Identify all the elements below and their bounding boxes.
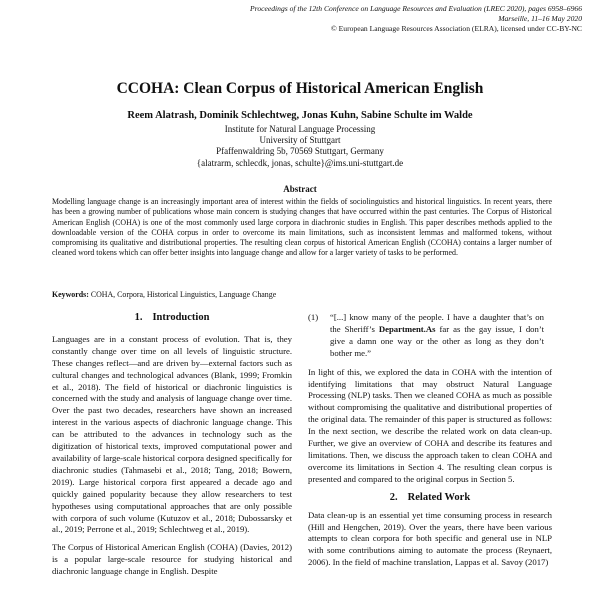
- left-column: [52, 312, 292, 584]
- introduction-paragraph-1: Languages are in a constant process of evolution. That is, they constantly change over time on all levels of linguistic structure. These changes reflect—and are driven by—external factors such as cultural changes and technological advances (Blank, 1999; Fromkin et al., 2018). The field of historical or diachronic linguistics is concerned with the study and analysis of language change over time. Over the past two decades, researchers have shown an increased interest in the various aspects of diachronic language change. This can be attributed to the advances in technology such as the digitization of historical texts, improved computational power and availability of large-scale historical corpora designed specifically for diachronic studies (Tahmasebi et al., 2018; Tang, 2018; Bowern, 2019). Large historical corpora first appeared a decade ago and quickly gained popularity because they allow researchers to test hypotheses using computational approaches that are only possible with corpora of such volume (Kutuzov et al., 2018; Dubossarsky et al., 2019; Perrone et al., 2019; Schlechtweg et al., 2019).: [52, 333, 292, 535]
- abstract-text: Modelling language change is an increasingly important area of interest within the fields of sociolinguistics and historical linguistics. In recent years, there has been a growing number of publications whose main concern is studying changes that have occurred within the past centuries. The Corpus of Historical American English (COHA) is one of the most commonly used large corpora in diachronic studies in English. This paper describes methods applied to the downloadable version of the COHA corpus in order to overcome its main limitations, such as inconsistent lemmas and malformed tokens, without compromising its qualitative and distributional properties. The resulting clean corpus of historical American English (CCOHA) contains a larger number of cleaned word tokens which can offer better insights into language change and allow for a larger variety of tasks to be performed.: [52, 197, 552, 258]
- keywords-list: COHA, Corpora, Historical Linguistics, Language Change: [90, 290, 277, 299]
- keywords-label: Keywords:: [52, 290, 89, 299]
- related-work-heading: [308, 492, 552, 504]
- introduction-number: 1.: [134, 312, 143, 323]
- example-text: [330, 312, 552, 360]
- affiliation-university: University of Stuttgart: [259, 135, 341, 146]
- header-venue-line: Marseille, 11–16 May 2020: [498, 14, 582, 23]
- related-work-title: Related Work: [407, 491, 471, 503]
- example-number: (1): [308, 312, 319, 322]
- introduction-heading: [52, 312, 292, 324]
- example-text-after: far as the gay issue, I don’t give a damn one way or the other as long as they don’t bother me.”: [330, 323, 545, 358]
- proceedings-header: [242, 4, 582, 34]
- introduction-title: Introduction: [152, 312, 210, 323]
- related-work-number: 2.: [389, 491, 398, 503]
- abstract-heading: Abstract: [283, 184, 317, 194]
- example-bold-token: Department.As: [378, 323, 436, 334]
- header-license-line: © European Language Resources Association (ELRA), licensed under CC-BY-NC: [330, 24, 582, 33]
- affiliation-institute: Institute for Natural Language Processing: [224, 124, 376, 134]
- header-proceedings-line: Proceedings of the 12th Conference on Language Resources and Evaluation (LREC 2020), pages 6958–6966: [250, 4, 582, 13]
- paper-title: CCOHA: Clean Corpus of Historical American English: [116, 80, 484, 97]
- introduction-paragraph-2: The Corpus of Historical American English (COHA) (Davies, 2012) is a popular large-scale resource for studying historical and diachronic language change in English. Despite: [52, 542, 292, 577]
- example-1: [308, 312, 552, 360]
- affiliation-emails: {alatrarm, schlecdk, jonas, schulte}@ims.uni-stuttgart.de: [196, 157, 404, 168]
- example-text-before: “[...] know many of the people. I have a daughter that’s on the Sheriff’s: [330, 312, 544, 334]
- affiliation-block: [0, 124, 600, 169]
- paper-authors: Reem Alatrash, Dominik Schlechtweg, Jonas Kuhn, Sabine Schulte im Walde: [127, 110, 473, 121]
- outline-paragraph: In light of this, we explored the data in COHA with the intention of identifying limitations that may obstruct Natural Language Processing (NLP) tasks. Then we cleaned COHA as much as possible without compromising the qualitative and distributional properties of the original data. The remainder of this paper is structured as follows: In the next section, we describe the related work on data clean-up. Further, we give an overview of COHA and describe its features and limitations. Then, we discuss the approach taken to clean COHA and overcome its limitations in Section 4. The resulting clean corpus is presented and compared to the original corpus in Section 5.: [308, 366, 552, 484]
- right-column: [308, 312, 552, 575]
- keywords-line: [52, 290, 552, 299]
- affiliation-address: Pfaffenwaldring 5b, 70569 Stuttgart, Germany: [216, 146, 384, 157]
- related-work-paragraph-1: Data clean-up is an essential yet time consuming process in research (Hill and Hengchen, 2019). Over the years, there have been various attempts to clean corpora for both specific and general use in NLP with some contributions aiming to automate the process (Reynaert, 2006). In the field of machine translation, Lappas et al. Savoy (2017): [308, 509, 552, 568]
